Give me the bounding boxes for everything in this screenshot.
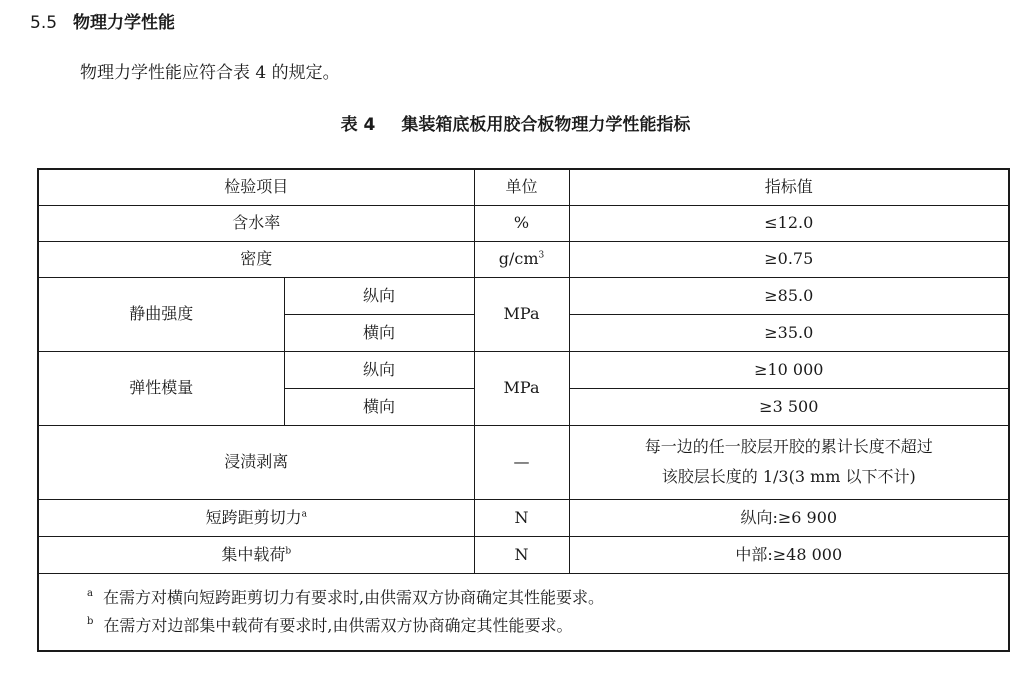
load-value: 中部:≥48 000 xyxy=(569,536,1009,573)
density-value: ≥0.75 xyxy=(569,241,1009,277)
soaking-value xyxy=(569,425,1009,499)
moisture-value: ≤12.0 xyxy=(569,205,1009,241)
footnote-b-text: 在需方对边部集中载荷有要求时,由供需双方协商确定其性能要求。 xyxy=(103,615,573,635)
header-value: 指标值 xyxy=(569,169,1009,205)
modulus-longitudinal-label: 纵向 xyxy=(284,351,474,388)
table-row-load xyxy=(38,536,1009,573)
soaking-unit: — xyxy=(474,425,569,499)
load-unit: N xyxy=(474,536,569,573)
footnote-a-mark: a xyxy=(87,588,93,600)
elastic-modulus-unit: MPa xyxy=(474,351,569,425)
moisture-unit: % xyxy=(474,205,569,241)
shear-item xyxy=(38,499,474,536)
table-row-shear xyxy=(38,499,1009,536)
bending-strength-unit: MPa xyxy=(474,277,569,351)
table-footnotes-row xyxy=(38,573,1009,651)
bending-longitudinal-value: ≥85.0 xyxy=(569,277,1009,314)
section-number: 5.5 xyxy=(30,13,58,33)
header-unit: 单位 xyxy=(474,169,569,205)
table-title: 集装箱底板用胶合板物理力学性能指标 xyxy=(401,115,691,135)
table-row-modulus-longitudinal xyxy=(38,351,1009,388)
table-number: 表 4 xyxy=(340,115,376,135)
footnote-b xyxy=(87,612,1008,640)
soaking-value-line-1: 每一边的任一胶层开胶的累计长度不超过 xyxy=(644,437,933,456)
footnote-a-text: 在需方对横向短跨距剪切力有要求时,由供需双方协商确定其性能要求。 xyxy=(102,587,605,607)
bending-transverse-value: ≥35.0 xyxy=(569,314,1009,351)
shear-value: 纵向:≥6 900 xyxy=(569,499,1009,536)
header-item: 检验项目 xyxy=(38,169,474,205)
moisture-item: 含水率 xyxy=(38,205,474,241)
table-row-bending-longitudinal xyxy=(38,277,1009,314)
modulus-longitudinal-value: ≥10 000 xyxy=(569,351,1009,388)
section-heading xyxy=(30,8,175,38)
load-footnote-mark: b xyxy=(285,546,292,557)
soaking-value-line-2: 该胶层长度的 1/3(3 mm 以下不计) xyxy=(661,467,916,486)
table-row-soaking xyxy=(38,425,1009,499)
shear-unit: N xyxy=(474,499,569,536)
footnote-b-mark: b xyxy=(87,616,94,628)
table-footnotes xyxy=(38,573,1009,651)
bending-strength-item: 静曲强度 xyxy=(38,277,284,351)
table-row-density xyxy=(38,241,1009,277)
intro-paragraph: 物理力学性能应符合表 4 的规定。 xyxy=(80,63,340,83)
density-item: 密度 xyxy=(38,241,474,277)
modulus-transverse-label: 横向 xyxy=(284,388,474,425)
shear-footnote-mark: a xyxy=(301,509,307,520)
table-row-moisture xyxy=(38,205,1009,241)
footnote-a xyxy=(87,584,1008,612)
bending-transverse-label: 横向 xyxy=(284,314,474,351)
performance-table xyxy=(37,168,1010,652)
density-unit xyxy=(474,241,569,277)
section-title: 物理力学性能 xyxy=(73,13,176,33)
shear-item-label: 短跨距剪切力 xyxy=(205,507,302,527)
density-unit-base: g/cm xyxy=(498,249,539,268)
bending-longitudinal-label: 纵向 xyxy=(284,277,474,314)
elastic-modulus-item: 弹性模量 xyxy=(38,351,284,425)
table-header-row xyxy=(38,169,1009,205)
table-caption xyxy=(0,110,1031,140)
load-item xyxy=(38,536,474,573)
density-unit-exponent: 3 xyxy=(538,250,545,261)
modulus-transverse-value: ≥3 500 xyxy=(569,388,1009,425)
load-item-label: 集中载荷 xyxy=(221,544,286,564)
soaking-item: 浸渍剥离 xyxy=(38,425,474,499)
